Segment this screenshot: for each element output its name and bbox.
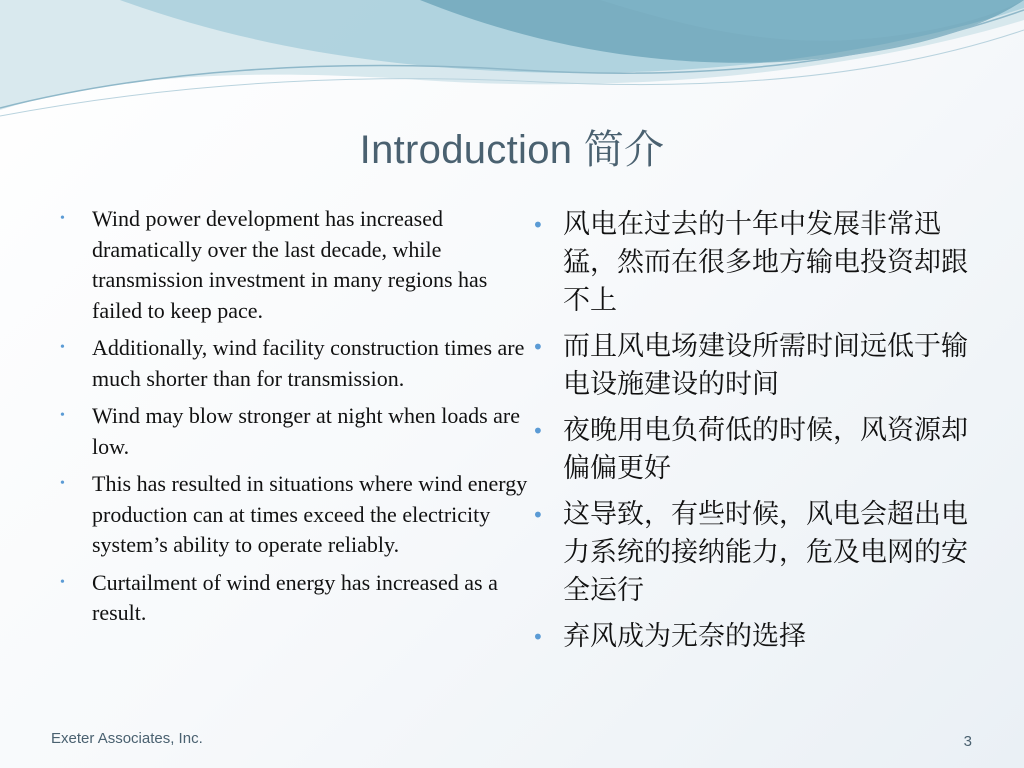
bullet-text: Wind power development has increased dramatically over the last decade, while transmission investment in many regions has failed to keep pace. [92, 206, 488, 323]
list-item [58, 204, 528, 326]
bullet-text: Wind may blow stronger at night when loads are low. [92, 403, 521, 459]
bullet-text: 而且风电场建设所需时间远低于输电设施建设的时间 [563, 331, 968, 400]
list-item [58, 469, 528, 561]
list-item [530, 618, 980, 656]
bullet-text: Additionally, wind facility construction times are much shorter than for transmission. [92, 335, 525, 391]
bullet-icon: • [532, 213, 544, 237]
bullet-icon: • [60, 211, 65, 226]
bullet-icon: • [532, 625, 544, 649]
bullet-text: 这导致，有些时候，风电会超出电力系统的接纳能力，危及电网的安全运行 [563, 499, 968, 606]
slide-title: Introduction 简介 [359, 128, 665, 172]
list-item [58, 568, 528, 629]
footer-company: Exeter Associates, Inc. [51, 730, 203, 747]
bullet-text: Curtailment of wind energy has increased as a result. [92, 569, 498, 625]
list-item [530, 412, 980, 488]
page-number: 3 [963, 733, 972, 750]
bullet-icon: • [60, 408, 65, 423]
bullet-icon: • [60, 574, 65, 590]
bullet-icon: • [532, 335, 544, 359]
bullet-icon: • [60, 476, 65, 491]
bullet-icon: • [532, 503, 544, 527]
chinese-bullet-list [530, 206, 980, 664]
list-item [530, 206, 980, 320]
bullet-text: 弃风成为无奈的选择 [563, 621, 806, 652]
list-item [530, 496, 980, 610]
bullet-icon: • [60, 340, 65, 355]
english-bullet-list [58, 204, 528, 636]
bullet-text: This has resulted in situations where wind energy production can at times exceed the electricity system’s ability to operate reliably. [92, 471, 528, 557]
bullet-text: 夜晚用电负荷低的时候，风资源却偏偏更好 [563, 415, 968, 484]
list-item [58, 333, 528, 394]
bullet-icon: • [532, 419, 544, 443]
list-item [58, 401, 528, 462]
header-wave-decoration [0, 0, 1024, 130]
bullet-text: 风电在过去的十年中发展非常迅猛，然而在很多地方输电投资却跟不上 [563, 209, 968, 316]
list-item [530, 328, 980, 404]
